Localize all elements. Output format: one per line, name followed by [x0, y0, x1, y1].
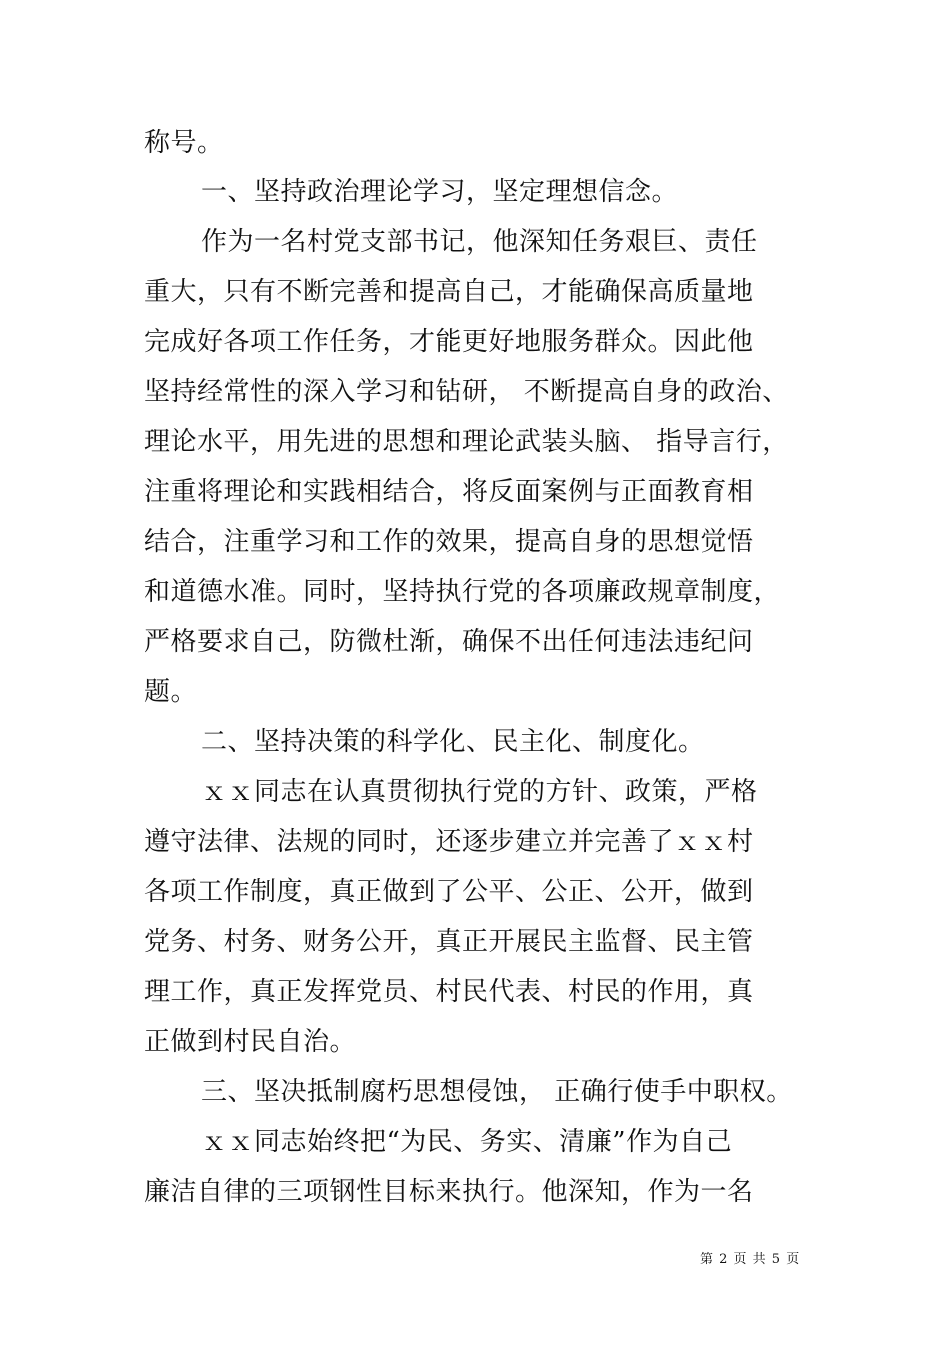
text-line: 正做到村民自治。: [144, 1027, 357, 1057]
text-line: 注重将理论和实践相结合，将反面案例与正面教育相: [144, 477, 754, 507]
text-line: 作为一名村党支部书记，他深知任务艰巨、责任: [201, 227, 758, 257]
text-line: 理工作，真正发挥党员、村民代表、村民的作用，真: [144, 977, 754, 1007]
text-line: 和道德水准。同时，坚持执行党的各项廉政规章制度，: [144, 577, 781, 607]
text-line: 称号。: [144, 128, 224, 158]
text-line: 遵守法律、法规的同时，还逐步建立并完善了ｘｘ村: [144, 827, 754, 857]
text-line: 各项工作制度，真正做到了公平、公正、公开，做到: [144, 877, 754, 907]
text-line: 坚持经常性的深入学习和钻研， 不断提高自身的政治、: [144, 377, 789, 407]
page-number-footer: 第 2 页 共 5 页: [700, 1252, 801, 1267]
text-line: 理论水平，用先进的思想和理论武装头脑、 指导言行，: [144, 427, 789, 457]
section-heading-2: 二、坚持决策的科学化、民主化、制度化。: [201, 727, 705, 757]
section-heading-1: 一、坚持政治理论学习，坚定理想信念。: [201, 177, 679, 207]
section-heading-3: 三、坚决抵制腐朽思想侵蚀， 正确行使手中职权。: [201, 1077, 793, 1107]
text-line: ｘｘ同志始终把“为民、务实、清廉”作为自己: [201, 1127, 733, 1157]
text-line: 廉洁自律的三项钢性目标来执行。他深知，作为一名: [144, 1177, 754, 1207]
text-line: 完成好各项工作任务，才能更好地服务群众。因此他: [144, 327, 754, 357]
text-line: 严格要求自己，防微杜渐，确保不出任何违法违纪问: [144, 627, 754, 657]
text-line: 结合，注重学习和工作的效果，提高自身的思想觉悟: [144, 527, 754, 557]
text-line: ｘｘ同志在认真贯彻执行党的方针、政策，严格: [201, 777, 758, 807]
text-line: 重大，只有不断完善和提高自己，才能确保高质量地: [144, 277, 754, 307]
text-line: 题。: [144, 677, 198, 707]
text-line: 党务、村务、财务公开，真正开展民主监督、民主管: [144, 927, 754, 957]
